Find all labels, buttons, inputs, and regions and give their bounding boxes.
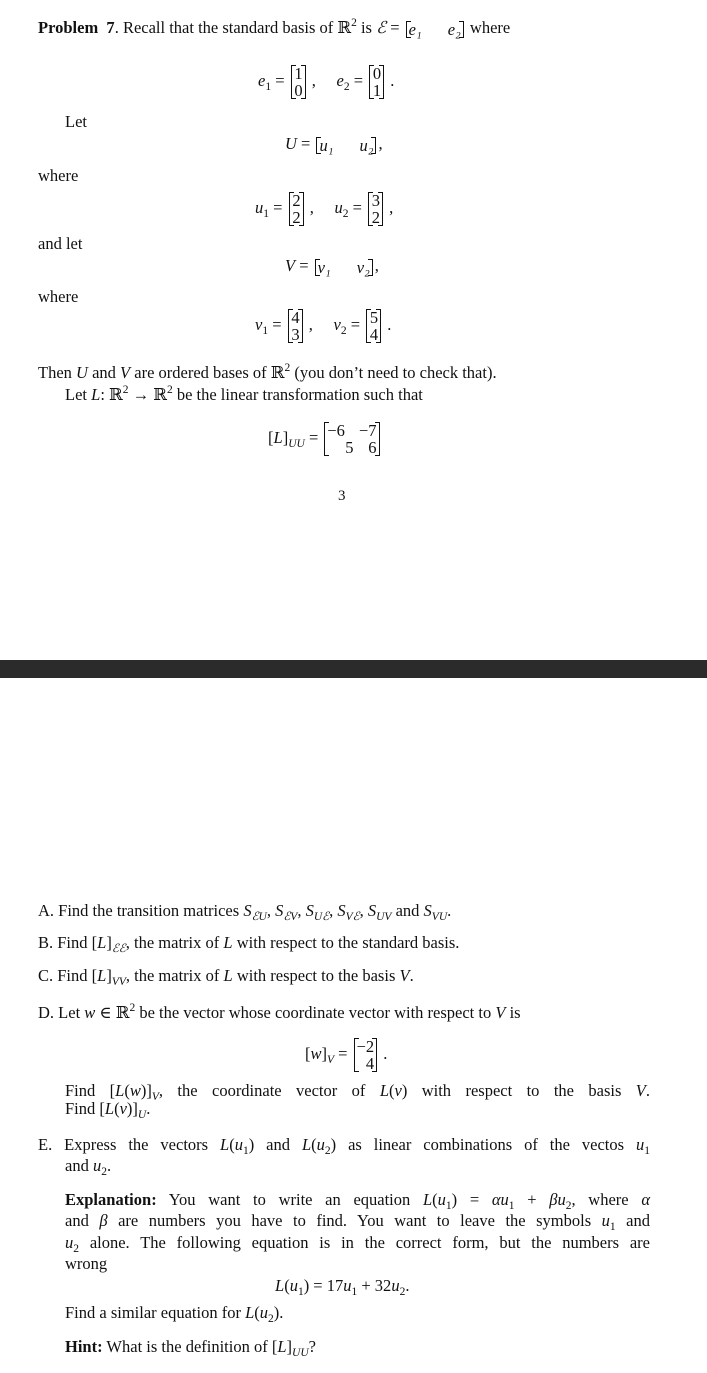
text-run: and <box>65 1211 100 1230</box>
text-run: = <box>269 197 287 217</box>
text-run: ) with respect to the basis <box>401 1081 636 1100</box>
text-run: S <box>337 901 346 920</box>
matrix-row <box>357 1055 375 1072</box>
text-run: , <box>359 901 368 920</box>
text-run: v <box>119 1099 127 1118</box>
text-run: ℝ <box>337 18 352 37</box>
subscript: 2 <box>101 1166 107 1178</box>
text-run: Let <box>65 112 87 131</box>
text-run: = <box>346 314 365 334</box>
matrix-row <box>291 326 300 343</box>
text-run: . <box>447 901 452 920</box>
matrix-entry: 2 <box>292 191 301 210</box>
text-run: with respect to the basis <box>232 966 400 985</box>
text-run: . <box>409 966 414 985</box>
text-run: (you don’t need to check that). <box>290 363 497 382</box>
subscript: Vℰ <box>345 911 360 923</box>
matrix-entry: 1 <box>372 81 382 100</box>
text-run: = <box>296 134 315 153</box>
text-run: u <box>255 197 264 217</box>
problem-heading <box>38 13 510 38</box>
text-run: alone. The following equation is in the correct form, but the numbers are <box>79 1233 650 1252</box>
text-run: E. Express the vectors <box>38 1135 221 1154</box>
superscript: 2 <box>122 384 129 396</box>
subscript: 2 <box>565 1200 572 1212</box>
text-run: ) and <box>248 1135 302 1154</box>
text-run: Find a similar equation for <box>65 1303 246 1322</box>
text-run: L <box>97 966 107 985</box>
matrix-row <box>369 326 378 343</box>
explanation-3 <box>65 1233 650 1259</box>
u-vectors <box>255 192 393 226</box>
matrix-row <box>294 82 303 99</box>
text-run: S <box>423 901 432 920</box>
text-run: = <box>349 70 368 90</box>
subscript: 1 <box>351 1286 358 1298</box>
text-run: u <box>316 1135 325 1154</box>
subscript: U <box>137 1109 147 1121</box>
text-run: B. Find [ <box>38 933 98 952</box>
subscript: 2 <box>399 1286 406 1298</box>
text-run: L <box>223 933 233 952</box>
text-run: D. Let <box>38 1003 85 1022</box>
text-run: u <box>437 1190 446 1209</box>
matrix-entry: 2 <box>292 208 301 227</box>
text-run: βu <box>549 1190 566 1209</box>
text-run: with respect to the standard basis. <box>232 933 460 952</box>
text-let <box>65 112 87 132</box>
text-run: ] <box>106 966 112 985</box>
subscript: 2 <box>324 1145 331 1157</box>
text-where-2 <box>38 287 78 307</box>
text-run: v <box>255 314 263 334</box>
text-run: + 32 <box>357 1276 392 1295</box>
text-run: What is the definition of [ <box>102 1337 278 1356</box>
subscript: Uℰ <box>313 911 330 923</box>
text-run: . <box>645 1081 651 1100</box>
matrix-row <box>292 192 301 209</box>
part-d-find-1 <box>65 1081 650 1107</box>
text-run: → ℝ <box>128 385 167 404</box>
matrix-entry: −6 <box>327 421 345 440</box>
text-run: L <box>245 1303 255 1322</box>
subscript: 2 <box>268 1313 274 1325</box>
text-run: and <box>65 1156 93 1175</box>
superscript: 2 <box>284 362 291 374</box>
hint <box>65 1337 316 1363</box>
text-run: and <box>391 901 424 920</box>
subscript: 1 <box>242 1145 249 1157</box>
matrix-entry: 3 <box>291 325 300 344</box>
matrix-entry: e₁ <box>408 19 422 39</box>
w-coordinate-vector <box>305 1038 387 1072</box>
text-run: , <box>304 314 334 334</box>
text-run: ( <box>254 1303 260 1322</box>
matrix-entry: 5 <box>369 308 379 327</box>
text-run: = <box>271 70 289 90</box>
matrix-entry: u₁ <box>319 135 334 155</box>
text-run: be the linear transformation such that <box>172 385 423 404</box>
matrix-row <box>291 309 300 326</box>
matrix-row <box>371 192 380 209</box>
matrix <box>354 1038 378 1072</box>
text-run: ? <box>308 1337 316 1356</box>
subscript: 1 <box>262 324 269 337</box>
text-run: , <box>329 901 338 920</box>
subscript: 1 <box>445 1200 452 1212</box>
text-run: ) = <box>451 1190 492 1209</box>
text-run: u <box>391 1276 400 1295</box>
text-run: αu <box>491 1190 509 1209</box>
text-run: u <box>92 1156 102 1175</box>
text-run: )] <box>126 1099 138 1118</box>
text-run: S <box>243 901 252 920</box>
matrix-row <box>318 259 370 276</box>
subscript: V <box>327 1053 335 1066</box>
explanation-4 <box>65 1254 107 1274</box>
matrix-entry: 1 <box>294 64 303 83</box>
text-run: L <box>422 1190 433 1209</box>
matrix-entry: 5 <box>345 438 354 457</box>
text-run: and <box>87 363 121 382</box>
text-run: ). <box>273 1303 284 1322</box>
text-run: Find [ <box>65 1081 116 1100</box>
subscript: 2 <box>343 80 350 93</box>
basis-u-definition <box>285 134 383 154</box>
matrix-entry: 2 <box>371 208 380 227</box>
subscript: 2 <box>73 1243 79 1255</box>
page-divider <box>0 660 707 678</box>
matrix-entry: 4 <box>365 1054 375 1073</box>
matrix <box>291 65 306 99</box>
part-a <box>38 901 451 927</box>
text-run: A. Find the transition matrices <box>38 901 244 920</box>
text-run: Then <box>38 363 77 382</box>
matrix-row <box>292 209 301 226</box>
matrix-entry: 4 <box>369 325 379 344</box>
text-run: , the matrix of <box>125 933 224 952</box>
subscript: 2 <box>340 324 347 337</box>
subscript: 1 <box>609 1221 616 1233</box>
text-run: where <box>38 166 79 185</box>
text-run: u <box>334 197 343 217</box>
page-number <box>338 486 346 506</box>
text-run: : ℝ <box>100 385 123 404</box>
text-run: ] <box>321 1043 328 1063</box>
text-run: where <box>465 18 511 37</box>
text-run: , <box>297 901 306 920</box>
standard-basis-vectors <box>258 65 394 99</box>
text-run: v <box>394 1081 402 1100</box>
matrix-entry: 0 <box>294 81 303 100</box>
text-run: is <box>356 18 377 37</box>
text-run: [ <box>268 427 274 447</box>
matrix-row <box>369 309 378 326</box>
text-run: = <box>386 18 404 37</box>
text-run: w <box>129 1081 141 1100</box>
subscript: 1 <box>265 80 272 93</box>
text-run: L <box>273 427 283 447</box>
text-run: L <box>223 966 233 985</box>
part-d-find-2 <box>65 1099 150 1125</box>
text-run: ] <box>282 427 289 447</box>
text-run: , <box>305 197 335 217</box>
text-run: V <box>635 1081 646 1100</box>
text-run: V <box>399 966 410 985</box>
matrix-entry: 4 <box>291 308 300 327</box>
text-run: . Recall that the standard basis of <box>114 18 338 37</box>
matrix-row <box>371 209 380 226</box>
text-run: ] <box>106 933 112 952</box>
matrix-entry: u₂ <box>359 135 374 155</box>
text-run: = <box>295 256 313 275</box>
text-run: L <box>277 1337 287 1356</box>
text-run: = <box>304 427 323 447</box>
text-run: )] <box>140 1081 152 1100</box>
text-run: u <box>636 1135 645 1154</box>
text-run: , <box>307 70 337 90</box>
matrix-entry: 0 <box>372 64 382 83</box>
example-equation <box>275 1276 409 1302</box>
text-run: , <box>266 901 276 920</box>
text-run: , <box>374 256 379 275</box>
matrix-entry: 6 <box>368 438 377 457</box>
text-run: 3 <box>338 488 346 504</box>
subscript: UU <box>292 1347 309 1359</box>
text-run: w <box>310 1043 322 1063</box>
text-run: ( <box>432 1190 438 1209</box>
text-run: . <box>386 70 395 90</box>
text-run: e <box>336 70 344 90</box>
subscript: 2 <box>342 207 349 220</box>
text-run: , where <box>571 1190 642 1209</box>
matrix-L-UU <box>268 422 382 456</box>
text-run: e <box>258 70 266 90</box>
text-run: ( <box>311 1135 317 1154</box>
text-run: and <box>615 1211 651 1230</box>
text-run: w <box>84 1003 96 1022</box>
matrix-row <box>409 21 461 38</box>
text-run: , the matrix of <box>125 966 224 985</box>
matrix <box>315 259 373 276</box>
subscript: ℰU <box>251 911 267 923</box>
text-run: Let <box>65 385 92 404</box>
subscript: ℰℰ <box>111 943 126 955</box>
text-run: , <box>378 134 383 153</box>
matrix-row <box>327 439 376 456</box>
text-run: where <box>38 287 79 306</box>
matrix-row <box>294 65 303 82</box>
matrix-entry: −7 <box>358 421 377 440</box>
text-where <box>38 166 78 186</box>
text-run: U <box>76 363 88 382</box>
superscript: 2 <box>166 384 173 396</box>
text-run: . <box>146 1099 151 1118</box>
text-run: α <box>641 1190 650 1209</box>
matrix-row <box>319 137 373 154</box>
text-run: C. Find [ <box>38 966 98 985</box>
text-run: + <box>514 1190 550 1209</box>
text-run: u <box>65 1233 74 1252</box>
text-run: is <box>505 1003 521 1022</box>
text-run: ( <box>389 1081 395 1100</box>
matrix-row <box>357 1038 375 1055</box>
text-run: L <box>91 385 101 404</box>
matrix <box>368 192 383 226</box>
text-run: L <box>301 1135 312 1154</box>
part-c <box>38 966 414 992</box>
text-run: L <box>220 1135 230 1154</box>
subscript: ℰV <box>283 911 298 923</box>
text-run: ( <box>114 1099 120 1118</box>
matrix-entry: 3 <box>371 191 380 210</box>
subscript: UV <box>376 911 392 923</box>
subscript: 1 <box>297 1286 304 1298</box>
bold-label: Problem 7 <box>38 18 115 37</box>
bold-label: Hint: <box>65 1337 103 1356</box>
matrix-row <box>372 82 381 99</box>
text-run: ( <box>124 1081 130 1100</box>
matrix <box>289 192 304 226</box>
text-run: . <box>106 1156 112 1175</box>
text-run: ∈ ℝ <box>95 1003 130 1022</box>
text-run: V <box>495 1003 506 1022</box>
text-run: = <box>334 1043 352 1063</box>
text-and-let <box>38 234 82 254</box>
superscript: 2 <box>129 1002 136 1014</box>
text-run: u <box>601 1211 610 1230</box>
matrix-entry: v₁ <box>317 257 331 277</box>
text-run: ( <box>284 1276 290 1295</box>
part-e-cont <box>65 1156 111 1182</box>
matrix-entry: v₂ <box>356 257 370 277</box>
text-run: u <box>289 1276 298 1295</box>
text-run: V <box>285 256 296 275</box>
text-run: be the vector whose coordinate vector with respect to <box>135 1003 496 1022</box>
text-run: = <box>268 314 286 334</box>
matrix <box>288 309 303 343</box>
text-run: , <box>385 197 394 217</box>
text-run: L <box>104 1099 115 1118</box>
subscript: 1 <box>644 1145 650 1157</box>
part-e <box>38 1135 650 1161</box>
text-run: ℰ <box>376 18 387 37</box>
text-run: . <box>405 1276 410 1295</box>
subscript: VU <box>431 911 448 923</box>
text-run: S <box>367 901 377 920</box>
text-run: and let <box>38 234 83 253</box>
text-run: [ <box>305 1043 311 1063</box>
subscript: UU <box>288 437 305 450</box>
matrix <box>366 309 381 343</box>
bold-label: Explanation: <box>65 1190 157 1209</box>
text-run: ( <box>229 1135 235 1154</box>
matrix <box>369 65 384 99</box>
matrix-row <box>372 65 381 82</box>
text-run: u <box>234 1135 243 1154</box>
text-run: U <box>285 134 297 153</box>
transformation-statement <box>65 380 423 405</box>
text-run: L <box>97 933 107 952</box>
matrix <box>324 422 379 456</box>
text-run: u <box>343 1276 352 1295</box>
text-run: L <box>379 1081 389 1100</box>
part-b <box>38 933 459 959</box>
text-run: L <box>275 1276 285 1295</box>
matrix-row <box>327 422 376 439</box>
matrix <box>316 137 376 154</box>
text-run: are numbers you have to find. You want to leave the symbols <box>107 1211 602 1230</box>
matrix-entry: e₂ <box>447 19 461 39</box>
text-run: = <box>348 197 366 217</box>
find-similar <box>65 1303 283 1329</box>
text-run: Find [ <box>65 1099 105 1118</box>
subscript: V <box>151 1091 159 1103</box>
matrix-entry: −2 <box>356 1037 375 1056</box>
text-run: . <box>383 314 392 334</box>
text-run: v <box>333 314 341 334</box>
text-run: ] <box>286 1337 293 1356</box>
text-run: ) = 17 <box>303 1276 344 1295</box>
text-run: β <box>99 1211 108 1230</box>
text-run: S <box>275 901 284 920</box>
text-run: ) as linear combinations of the vectos <box>330 1135 636 1154</box>
text-run: wrong <box>65 1254 108 1273</box>
text-run: , the coordinate vector of <box>158 1081 380 1100</box>
text-run: . <box>379 1043 388 1063</box>
v-vectors <box>255 309 391 343</box>
part-d <box>38 998 521 1023</box>
text-run: u <box>259 1303 269 1322</box>
text-run: You want to write an equation <box>156 1190 423 1209</box>
matrix <box>406 21 464 38</box>
text-run: S <box>305 901 314 920</box>
text-run: V <box>120 363 131 382</box>
basis-v-definition <box>285 256 379 276</box>
subscript: 1 <box>263 207 269 220</box>
superscript: 2 <box>351 17 357 29</box>
text-run: L <box>115 1081 125 1100</box>
subscript: 1 <box>508 1200 515 1212</box>
subscript: VV <box>111 976 126 988</box>
text-run: are ordered bases of ℝ <box>130 363 285 382</box>
